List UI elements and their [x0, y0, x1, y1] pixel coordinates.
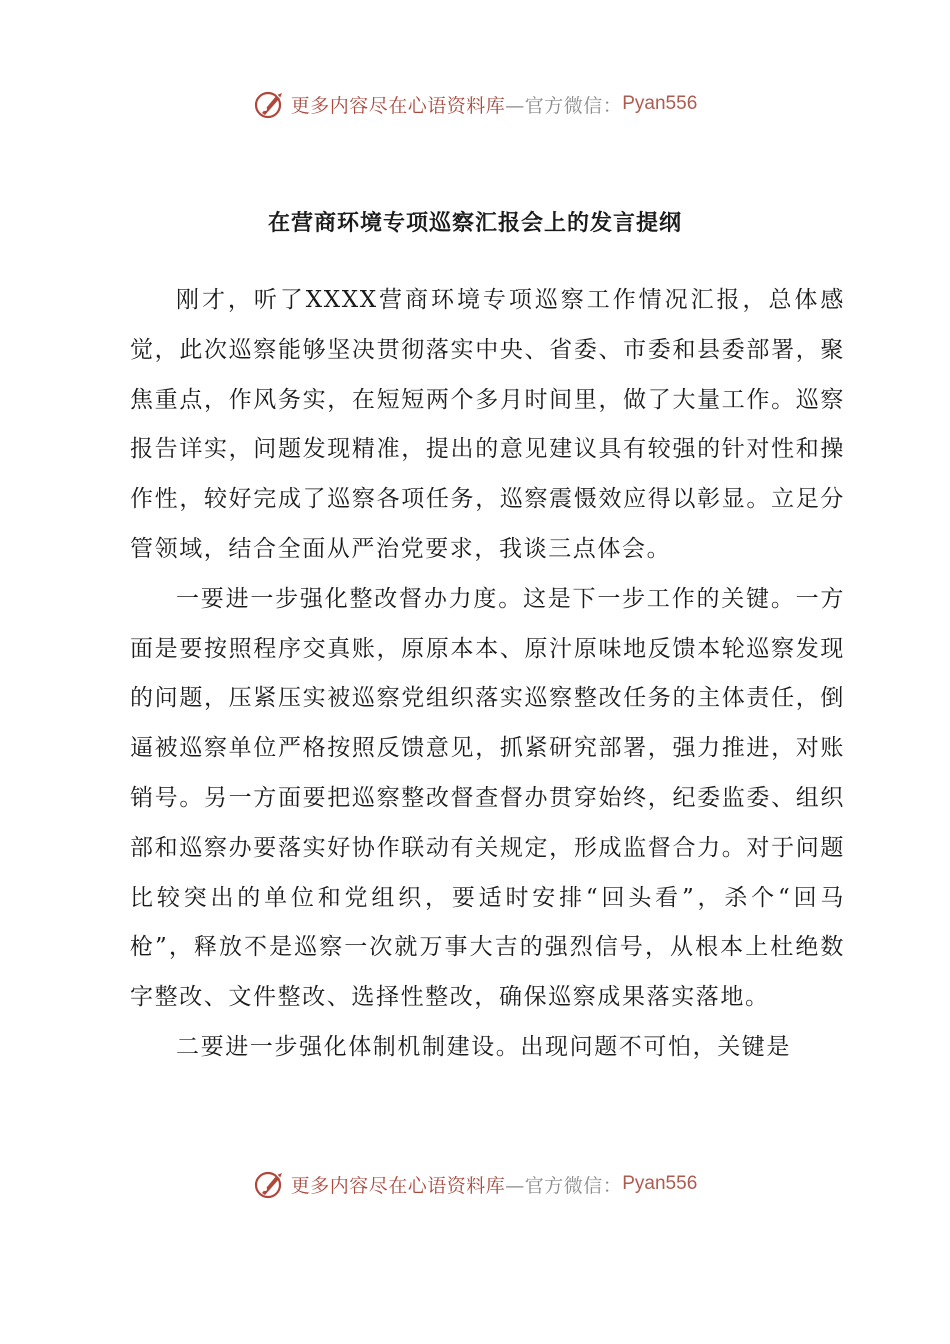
footer-banner — [0, 1164, 950, 1204]
document-title: 在营商环境专项巡察汇报会上的发言提纲 — [267, 211, 682, 236]
header-banner — [0, 84, 950, 124]
paragraph-2: 一要进一步强化整改督办力度。这是下一步工作的关键。一方面是要按照程序交真账，原原本本、原汁原味地反馈本轮巡察发现的问题，压紧压实被巡察党组织落实巡察整改任务的主体责任，倒逼被巡察单位严格按照反馈意见，抓紧研究部署，强力推进，对账销号。另一方面要把巡察整改督查督办贯穿始终，纪委监委、组织部和巡察办要落实好协作联动有关规定，形成监督合力。对于问题比较突出的单位和党组织，要适时安排“回头看”，杀个“回马枪”，释放不是巡察一次就万事大吉的强烈信号，从根本上杜绝数字整改、文件整改、选择性整改，确保巡察成果落实落地。 — [130, 585, 845, 1011]
banner-wechat-id: Pyan556 — [622, 93, 698, 114]
paragraph-3: 二要进一步强化体制机制建设。出现问题不可怕，关键是 — [176, 1033, 791, 1060]
footer-separator-text: —官方微信： — [505, 1174, 623, 1197]
pen-logo-icon — [253, 87, 287, 121]
paragraph-1: 刚才，听了XXXX营商环境专项巡察工作情况汇报，总体感觉，此次巡察能够坚决贯彻落实中央、省委、市委和县委部署，聚焦重点，作风务实，在短短两个多月时间里，做了大量工作。巡察报告详实，问题发现精准，提出的意见建议具有较强的针对性和操作性，较好完成了巡察各项任务，巡察震慑效应得以彰显。立足分管领域，结合全面从严治党要求，我谈三点体会。 — [130, 287, 845, 562]
banner-main-text: 更多内容尽在心语资料库 — [290, 94, 506, 117]
footer-main-text: 更多内容尽在心语资料库 — [290, 1174, 506, 1197]
document-body — [130, 276, 845, 1073]
footer-wechat-id: Pyan556 — [622, 1173, 698, 1194]
pen-logo-icon — [253, 1167, 287, 1201]
banner-separator-text: —官方微信： — [505, 94, 623, 117]
